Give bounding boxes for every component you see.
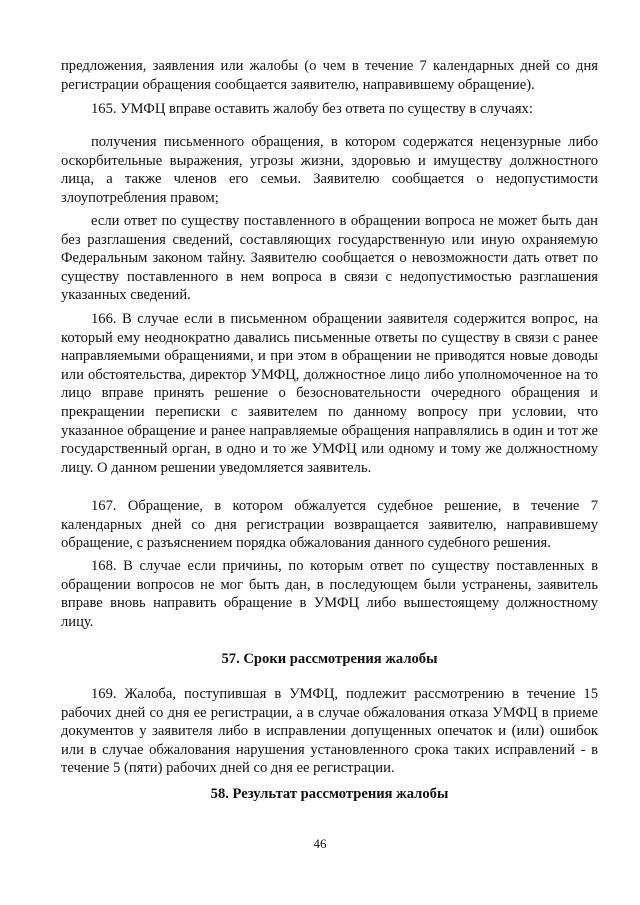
section-heading-58: 58. Результат рассмотрения жалобы	[210, 786, 449, 802]
paragraph-166: 166. В случае если в письменном обращении заявителя содержится вопрос, на который ему неоднократно давались письменные ответы по существу в связи с ранее направляемыми обращениями, и при этом в обращении не приводятся новые доводы или обстоятельства, директор УМФЦ, должностное лицо либо уполномоченное на то лицо вправе принять решение о безосновательности очередного обращения и прекращении переписки с заявителем по данному вопросу при условии, что указанное обращение и ранее направляемые обращения направлялись в один и тот же государственный орган, в одно и то же УМФЦ или одному и тому же должностному лицу. О данном решении уведомляется заявитель.	[61, 311, 598, 476]
page-number: 46	[313, 836, 327, 851]
paragraph-169: 169. Жалоба, поступившая в УМФЦ, подлежит рассмотрению в течение 15 рабочих дней со дня ее регистрации, а в случае обжалования отказа УМФЦ в приеме документов у заявителя либо в исправлении допущенных опечаток и (или) ошибок или в случае обжалования нарушения установленного срока таких исправлений - в течение 5 (пяти) рабочих дней со дня ее регистрации.	[61, 686, 598, 777]
section-heading-57: 57. Сроки рассмотрения жалобы	[221, 651, 438, 667]
paragraph-165-case-1: получения письменного обращения, в котором содержатся нецензурные либо оскорбительные выражения, угрозы жизни, здоровью и имуществу должностного лица, а также членов его семьи. Заявителю сообщается о недопустимости злоупотребления правом;	[61, 134, 598, 206]
paragraph-165-case-2: если ответ по существу поставленного в обращении вопроса не может быть дан без разглашения сведений, составляющих государственную или иную охраняемую Федеральным законом тайну. Заявителю сообщается о невозможности дать ответ по существу поставленного в нем вопроса в связи с недопустимостью разглашения указанных сведений.	[61, 213, 598, 304]
paragraph-165: 165. УМФЦ вправе оставить жалобу без ответа по существу в случаях:	[91, 101, 533, 117]
paragraph-168: 168. В случае если причины, по которым ответ по существу поставленных в обращении вопросов не мог быть дан, в последующем были устранены, заявитель вправе вновь направить обращение в УМФЦ либо вышестоящему должностному лицу.	[61, 558, 598, 630]
paragraph-167: 167. Обращение, в котором обжалуется судебное решение, в течение 7 календарных дней со дня регистрации возвращается заявителю, направившему обращение, с разъяснением порядка обжалования данного судебного решения.	[61, 498, 598, 552]
paragraph-continuation: предложения, заявления или жалобы (о чем в течение 7 календарных дней со дня регистрации обращения сообщается заявителю, направившему обращение).	[61, 58, 598, 93]
